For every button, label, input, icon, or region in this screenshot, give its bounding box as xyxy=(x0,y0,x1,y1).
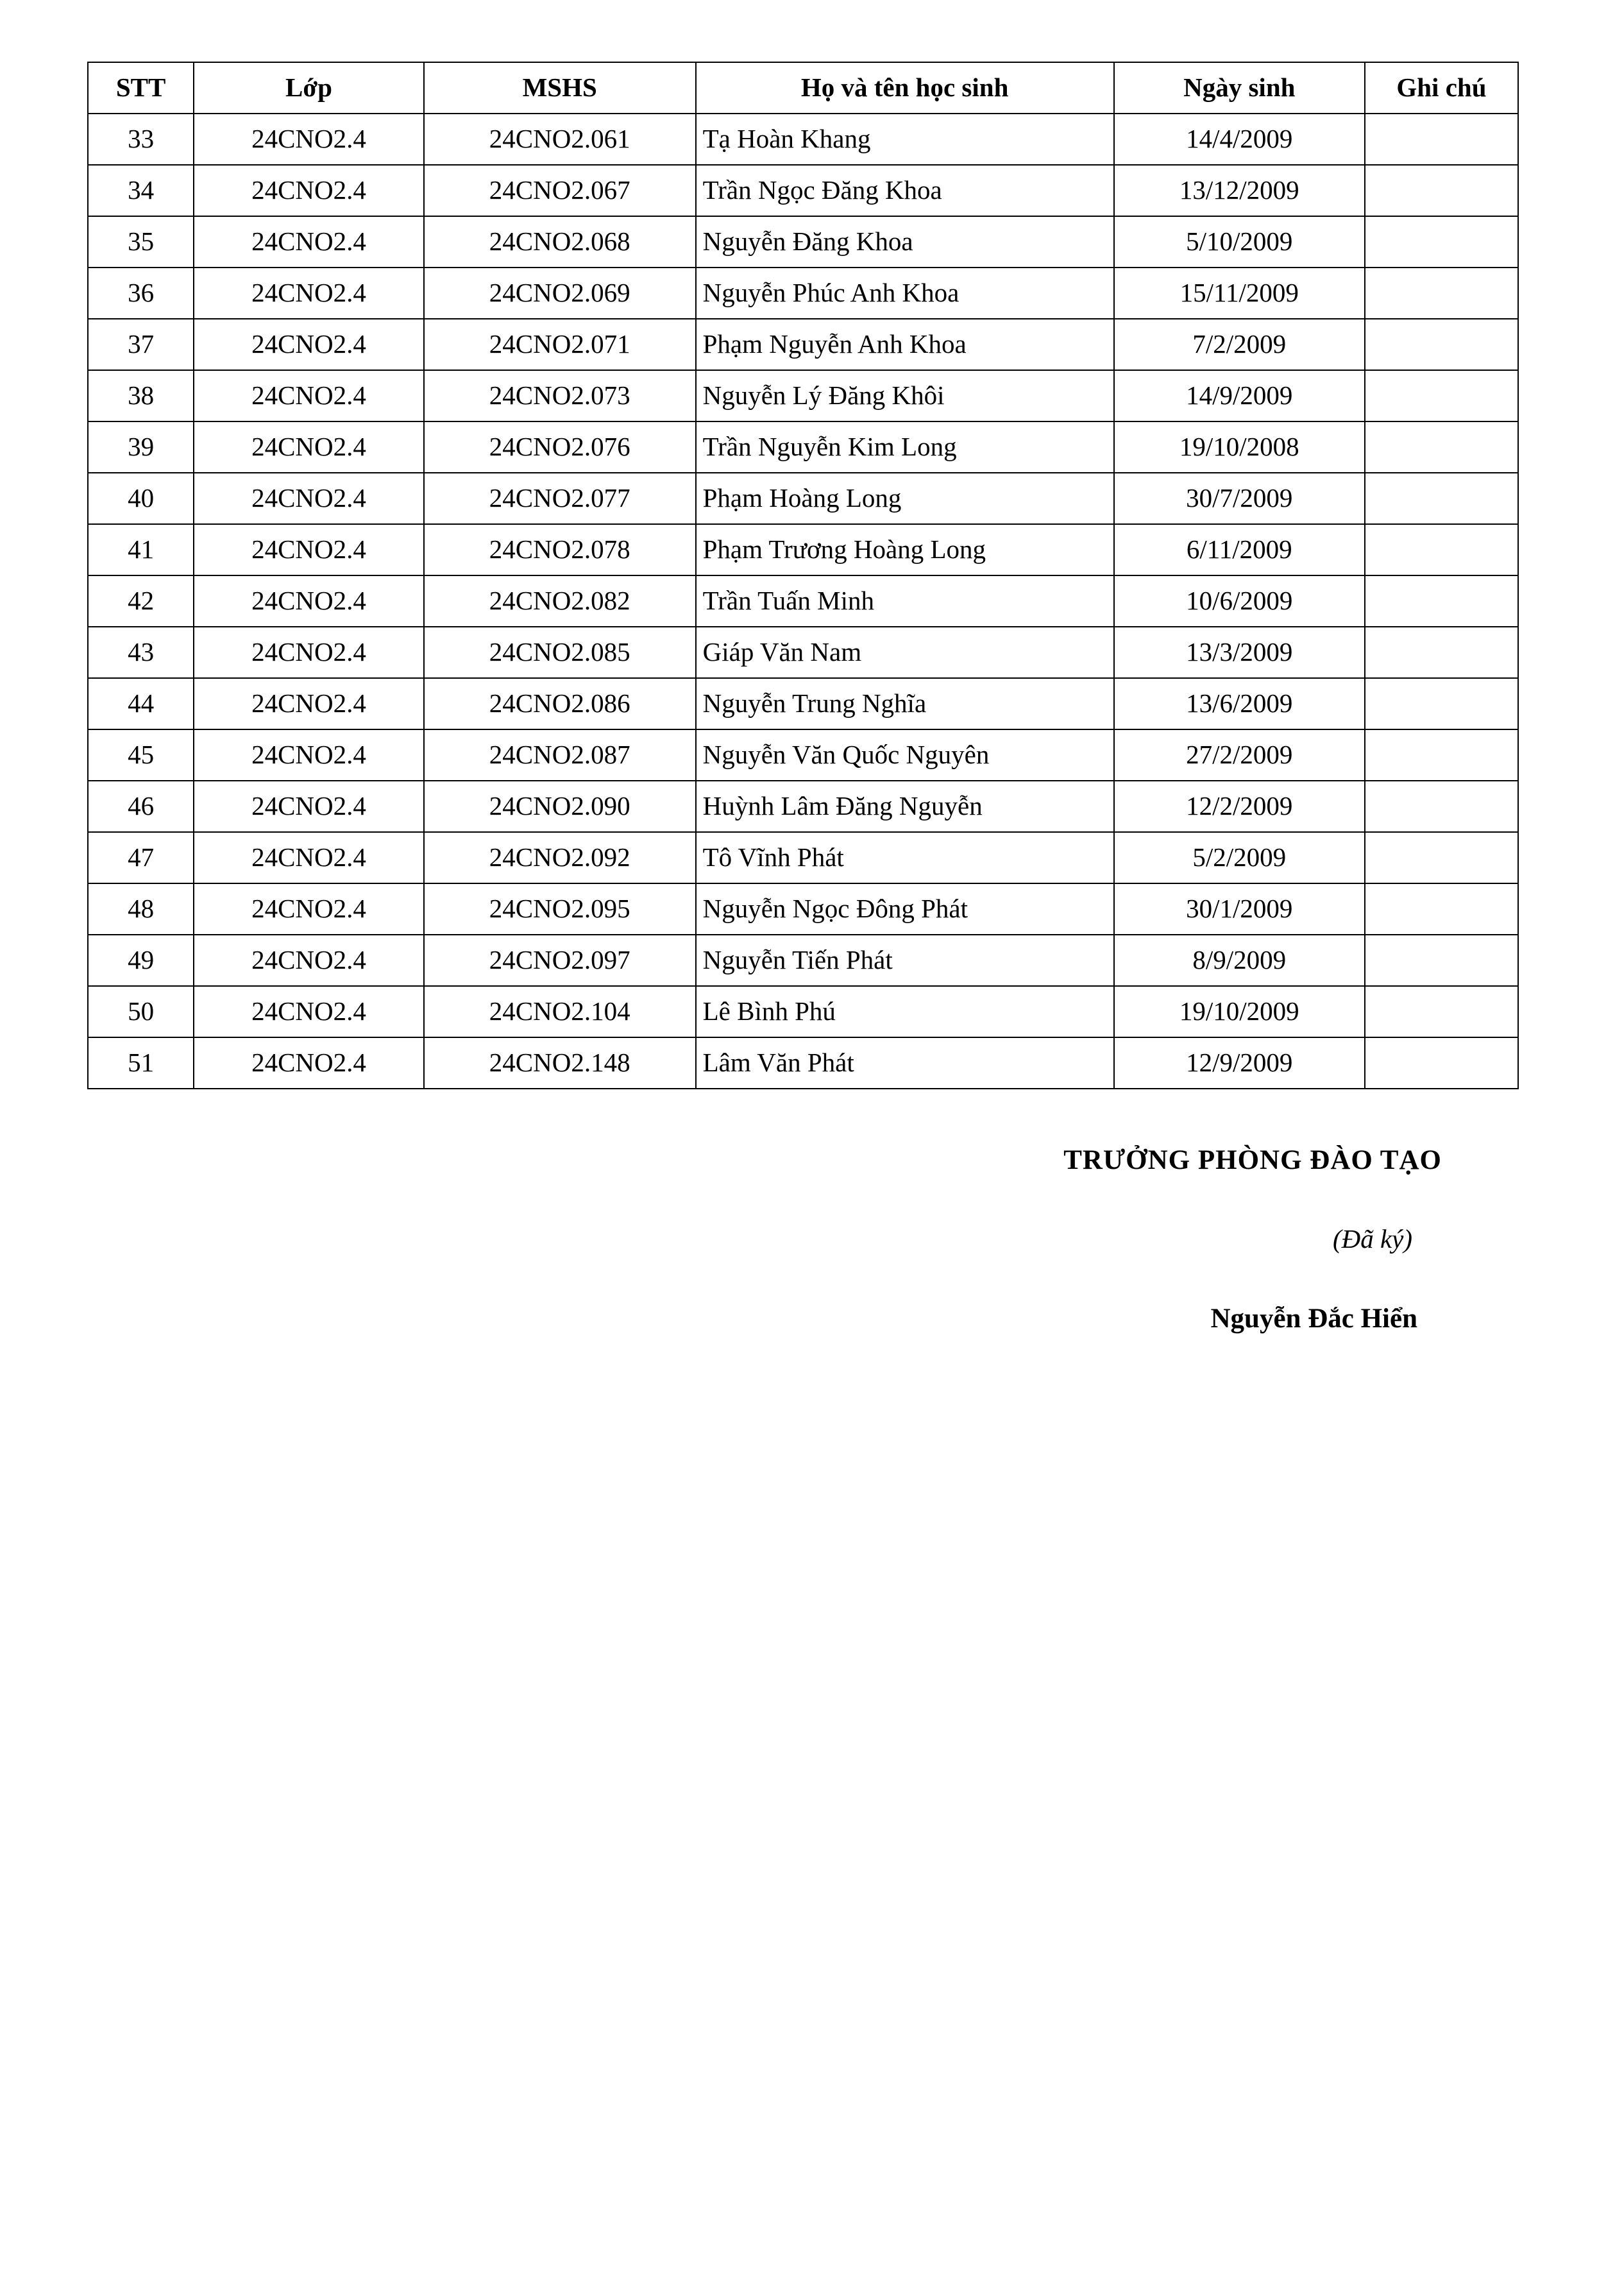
cell-name: Nguyễn Tiến Phát xyxy=(696,935,1114,986)
column-header-name: Họ và tên học sinh xyxy=(696,62,1114,114)
cell-dob: 13/6/2009 xyxy=(1114,678,1365,729)
cell-note xyxy=(1365,473,1518,524)
cell-dob: 13/3/2009 xyxy=(1114,627,1365,678)
cell-lop: 24CNO2.4 xyxy=(194,832,424,883)
signature-title: TRƯỞNG PHÒNG ĐÀO TẠO xyxy=(1063,1145,1442,1175)
cell-mshs: 24CNO2.095 xyxy=(424,883,696,935)
cell-lop: 24CNO2.4 xyxy=(194,524,424,575)
cell-note xyxy=(1365,216,1518,268)
cell-dob: 27/2/2009 xyxy=(1114,729,1365,781)
cell-dob: 7/2/2009 xyxy=(1114,319,1365,370)
cell-mshs: 24CNO2.097 xyxy=(424,935,696,986)
cell-name: Phạm Hoàng Long xyxy=(696,473,1114,524)
signature-name: Nguyễn Đắc Hiển xyxy=(1210,1304,1417,1334)
cell-stt: 48 xyxy=(88,883,194,935)
column-header-stt: STT xyxy=(88,62,194,114)
cell-lop: 24CNO2.4 xyxy=(194,575,424,627)
cell-stt: 40 xyxy=(88,473,194,524)
cell-note xyxy=(1365,832,1518,883)
cell-dob: 5/2/2009 xyxy=(1114,832,1365,883)
cell-name: Nguyễn Đăng Khoa xyxy=(696,216,1114,268)
cell-mshs: 24CNO2.090 xyxy=(424,781,696,832)
table-header xyxy=(88,62,1518,114)
cell-lop: 24CNO2.4 xyxy=(194,473,424,524)
cell-stt: 35 xyxy=(88,216,194,268)
cell-lop: 24CNO2.4 xyxy=(194,986,424,1037)
cell-note xyxy=(1365,165,1518,216)
table-body xyxy=(88,114,1518,1089)
cell-stt: 34 xyxy=(88,165,194,216)
column-header-lop: Lớp xyxy=(194,62,424,114)
table-row xyxy=(88,781,1518,832)
cell-dob: 19/10/2009 xyxy=(1114,986,1365,1037)
cell-name: Trần Ngọc Đăng Khoa xyxy=(696,165,1114,216)
cell-dob: 12/9/2009 xyxy=(1114,1037,1365,1089)
cell-name: Trần Nguyễn Kim Long xyxy=(696,421,1114,473)
cell-mshs: 24CNO2.077 xyxy=(424,473,696,524)
cell-lop: 24CNO2.4 xyxy=(194,370,424,421)
cell-dob: 19/10/2008 xyxy=(1114,421,1365,473)
cell-stt: 49 xyxy=(88,935,194,986)
table-row xyxy=(88,883,1518,935)
cell-stt: 42 xyxy=(88,575,194,627)
cell-name: Nguyễn Lý Đăng Khôi xyxy=(696,370,1114,421)
table-row xyxy=(88,575,1518,627)
cell-note xyxy=(1365,883,1518,935)
cell-note xyxy=(1365,524,1518,575)
table-row xyxy=(88,268,1518,319)
cell-stt: 51 xyxy=(88,1037,194,1089)
table-row xyxy=(88,473,1518,524)
cell-stt: 36 xyxy=(88,268,194,319)
cell-note xyxy=(1365,370,1518,421)
table-row xyxy=(88,370,1518,421)
cell-note xyxy=(1365,729,1518,781)
cell-note xyxy=(1365,986,1518,1037)
table-row xyxy=(88,165,1518,216)
cell-note xyxy=(1365,421,1518,473)
cell-lop: 24CNO2.4 xyxy=(194,729,424,781)
table-row xyxy=(88,935,1518,986)
cell-lop: 24CNO2.4 xyxy=(194,883,424,935)
cell-stt: 47 xyxy=(88,832,194,883)
cell-mshs: 24CNO2.087 xyxy=(424,729,696,781)
cell-stt: 41 xyxy=(88,524,194,575)
cell-stt: 33 xyxy=(88,114,194,165)
cell-dob: 15/11/2009 xyxy=(1114,268,1365,319)
cell-mshs: 24CNO2.071 xyxy=(424,319,696,370)
cell-mshs: 24CNO2.086 xyxy=(424,678,696,729)
cell-dob: 6/11/2009 xyxy=(1114,524,1365,575)
table-row xyxy=(88,421,1518,473)
cell-stt: 44 xyxy=(88,678,194,729)
cell-dob: 13/12/2009 xyxy=(1114,165,1365,216)
cell-dob: 12/2/2009 xyxy=(1114,781,1365,832)
cell-lop: 24CNO2.4 xyxy=(194,935,424,986)
cell-mshs: 24CNO2.092 xyxy=(424,832,696,883)
cell-note xyxy=(1365,114,1518,165)
cell-lop: 24CNO2.4 xyxy=(194,319,424,370)
column-header-dob: Ngày sinh xyxy=(1114,62,1365,114)
table-row xyxy=(88,832,1518,883)
cell-note xyxy=(1365,319,1518,370)
cell-stt: 37 xyxy=(88,319,194,370)
cell-dob: 8/9/2009 xyxy=(1114,935,1365,986)
signature-block xyxy=(87,1144,1519,1334)
cell-name: Lâm Văn Phát xyxy=(696,1037,1114,1089)
cell-mshs: 24CNO2.085 xyxy=(424,627,696,678)
cell-name: Tô Vĩnh Phát xyxy=(696,832,1114,883)
signature-signed-note: (Đã ký) xyxy=(1332,1224,1412,1254)
cell-note xyxy=(1365,575,1518,627)
cell-name: Huỳnh Lâm Đăng Nguyễn xyxy=(696,781,1114,832)
cell-dob: 5/10/2009 xyxy=(1114,216,1365,268)
cell-dob: 14/9/2009 xyxy=(1114,370,1365,421)
cell-mshs: 24CNO2.067 xyxy=(424,165,696,216)
cell-name: Giáp Văn Nam xyxy=(696,627,1114,678)
cell-name: Nguyễn Văn Quốc Nguyên xyxy=(696,729,1114,781)
cell-mshs: 24CNO2.073 xyxy=(424,370,696,421)
column-header-note: Ghi chú xyxy=(1365,62,1518,114)
table-row xyxy=(88,729,1518,781)
student-list-table xyxy=(87,62,1519,1089)
cell-dob: 30/7/2009 xyxy=(1114,473,1365,524)
cell-mshs: 24CNO2.078 xyxy=(424,524,696,575)
table-row xyxy=(88,678,1518,729)
table-row xyxy=(88,319,1518,370)
cell-note xyxy=(1365,781,1518,832)
column-header-mshs: MSHS xyxy=(424,62,696,114)
cell-name: Nguyễn Trung Nghĩa xyxy=(696,678,1114,729)
cell-lop: 24CNO2.4 xyxy=(194,627,424,678)
cell-mshs: 24CNO2.082 xyxy=(424,575,696,627)
cell-lop: 24CNO2.4 xyxy=(194,216,424,268)
cell-stt: 39 xyxy=(88,421,194,473)
cell-note xyxy=(1365,268,1518,319)
table-header-row xyxy=(88,62,1518,114)
cell-mshs: 24CNO2.061 xyxy=(424,114,696,165)
cell-name: Phạm Nguyễn Anh Khoa xyxy=(696,319,1114,370)
cell-lop: 24CNO2.4 xyxy=(194,421,424,473)
cell-name: Nguyễn Phúc Anh Khoa xyxy=(696,268,1114,319)
cell-dob: 30/1/2009 xyxy=(1114,883,1365,935)
cell-lop: 24CNO2.4 xyxy=(194,114,424,165)
cell-mshs: 24CNO2.104 xyxy=(424,986,696,1037)
cell-mshs: 24CNO2.068 xyxy=(424,216,696,268)
cell-name: Lê Bình Phú xyxy=(696,986,1114,1037)
cell-lop: 24CNO2.4 xyxy=(194,781,424,832)
cell-dob: 10/6/2009 xyxy=(1114,575,1365,627)
cell-note xyxy=(1365,935,1518,986)
cell-name: Phạm Trương Hoàng Long xyxy=(696,524,1114,575)
table-row xyxy=(88,216,1518,268)
cell-stt: 38 xyxy=(88,370,194,421)
cell-dob: 14/4/2009 xyxy=(1114,114,1365,165)
cell-note xyxy=(1365,1037,1518,1089)
cell-name: Tạ Hoàn Khang xyxy=(696,114,1114,165)
cell-stt: 50 xyxy=(88,986,194,1037)
cell-stt: 46 xyxy=(88,781,194,832)
table-row xyxy=(88,114,1518,165)
table-row xyxy=(88,986,1518,1037)
cell-mshs: 24CNO2.148 xyxy=(424,1037,696,1089)
table-row xyxy=(88,1037,1518,1089)
table-row xyxy=(88,627,1518,678)
cell-note xyxy=(1365,678,1518,729)
cell-note xyxy=(1365,627,1518,678)
cell-mshs: 24CNO2.076 xyxy=(424,421,696,473)
cell-lop: 24CNO2.4 xyxy=(194,678,424,729)
table-row xyxy=(88,524,1518,575)
cell-lop: 24CNO2.4 xyxy=(194,1037,424,1089)
cell-stt: 43 xyxy=(88,627,194,678)
cell-stt: 45 xyxy=(88,729,194,781)
cell-mshs: 24CNO2.069 xyxy=(424,268,696,319)
cell-name: Nguyễn Ngọc Đông Phát xyxy=(696,883,1114,935)
cell-name: Trần Tuấn Minh xyxy=(696,575,1114,627)
cell-lop: 24CNO2.4 xyxy=(194,165,424,216)
cell-lop: 24CNO2.4 xyxy=(194,268,424,319)
